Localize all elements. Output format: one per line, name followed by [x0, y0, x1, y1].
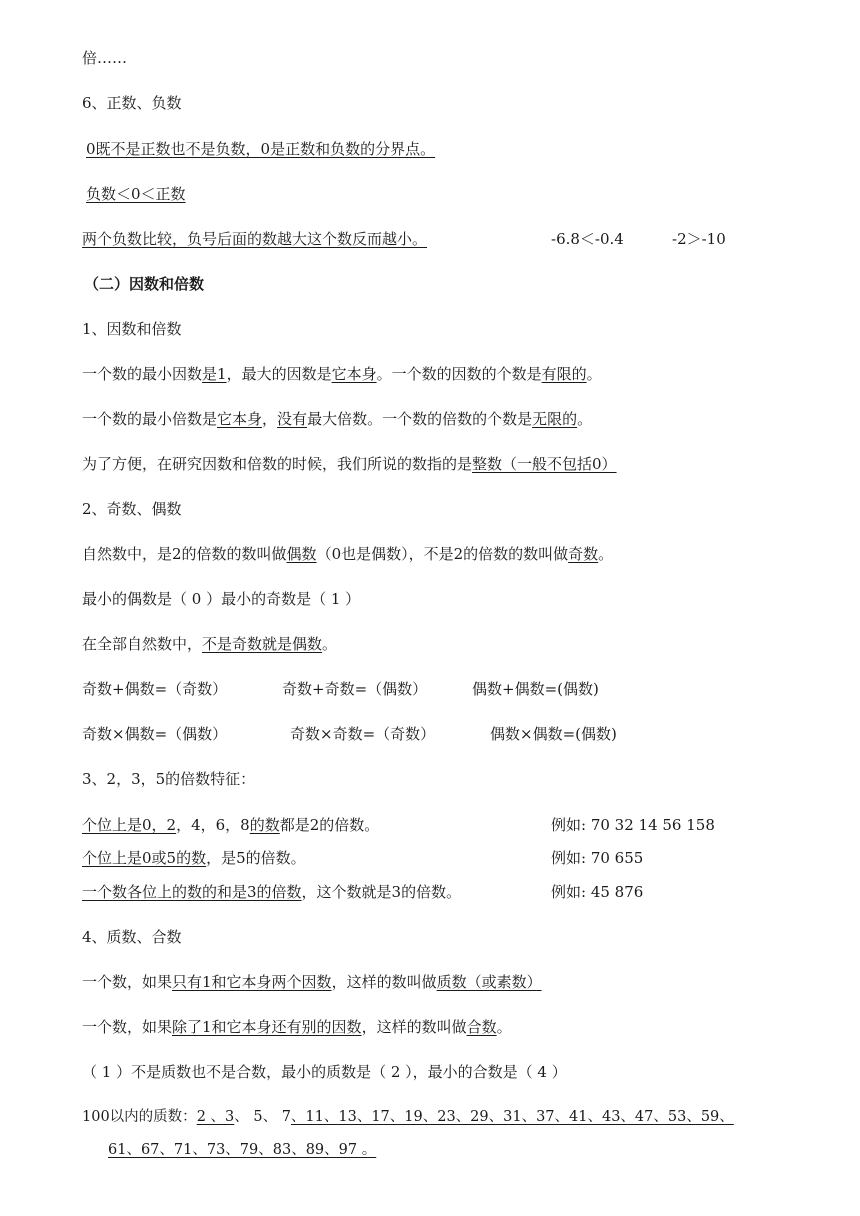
text: ，这个数就是3的倍数。	[301, 883, 462, 901]
text: 没有	[277, 410, 308, 428]
factor-rule	[82, 364, 602, 384]
text: 。	[586, 365, 602, 383]
text: 一个数的最小因数	[82, 365, 203, 383]
text: 个位上是0，2	[82, 816, 177, 834]
multiple-rule	[82, 409, 592, 429]
integer-note	[82, 454, 617, 474]
text: 。	[496, 1018, 512, 1036]
text: 只有1和它本身两个因数	[172, 973, 332, 991]
composite-definition	[82, 1017, 512, 1037]
one-note: （ 1 ）不是质数也不是合数，最小的质数是（ 2 ），最小的合数是（ 4 ）	[82, 1063, 567, 1081]
rule-3	[82, 882, 461, 902]
text: ，4，6，8	[176, 816, 250, 834]
text: 除了1和它本身还有别的因数	[172, 1018, 362, 1036]
section-2-heading: （二）因数和倍数	[84, 275, 205, 293]
rule-3-example: 例如: 45 876	[551, 883, 644, 901]
text: 最大倍数。一个数的倍数的个数是	[307, 410, 533, 428]
text: 2 、3	[196, 1109, 235, 1125]
rule-2	[82, 815, 379, 835]
divisibility-heading: 3、2，3，5的倍数特征：	[82, 770, 256, 788]
text: 。	[598, 545, 614, 563]
mul-rule-2: 奇数×奇数=（奇数）	[290, 725, 436, 743]
text: 。	[322, 635, 338, 653]
example-2: -2＞-10	[672, 230, 726, 248]
text: 、11、13、17、19、23、29、31、37、41、43、47、53、59、	[290, 1109, 734, 1125]
section-6-heading: 6、正数、负数	[82, 94, 182, 112]
smallest-even-odd: 最小的偶数是（ 0 ）最小的奇数是（ 1 ）	[82, 590, 361, 608]
add-rule-1: 奇数+偶数=（奇数）	[82, 680, 228, 698]
text: 一个数各位上的数的和是3的倍数	[82, 883, 302, 901]
add-rule-3: 偶数+偶数=(偶数)	[472, 680, 599, 698]
text: 100以内的质数：	[82, 1109, 197, 1125]
text: ，	[262, 410, 278, 428]
text: 有限的	[541, 365, 587, 383]
text: 。	[577, 410, 593, 428]
factors-heading: 1、因数和倍数	[82, 320, 182, 338]
text: 、 5、 7	[234, 1109, 291, 1125]
prime-heading: 4、质数、合数	[82, 928, 182, 946]
text: ，最大的因数是	[226, 365, 332, 383]
text: 奇数	[568, 545, 599, 563]
text: 个位上是0或5的数	[82, 849, 207, 867]
text: 是1	[202, 365, 227, 383]
text: 不是奇数就是偶数	[202, 635, 323, 653]
text: 一个数，如果	[82, 1018, 173, 1036]
mul-rule-1: 奇数×偶数=（偶数）	[82, 725, 228, 743]
text: 一个数的最小倍数是	[82, 410, 218, 428]
text: 都是2的倍数。	[279, 816, 380, 834]
text: ，这样的数叫做	[361, 1018, 467, 1036]
zero-rule: 0既不是正数也不是负数，0是正数和负数的分界点。	[86, 140, 436, 158]
primes-list-line-2: 61、67、71、73、79、83、89、97 。	[108, 1142, 377, 1158]
text: 偶数	[286, 545, 317, 563]
rule-5-example: 例如: 70 655	[551, 849, 644, 867]
primes-list-line-1	[82, 1107, 734, 1127]
mul-rule-3: 偶数×偶数=(偶数)	[490, 725, 617, 743]
text: 自然数中，是2的倍数的数叫做	[82, 545, 287, 563]
text: 的数	[249, 816, 280, 834]
odd-even-definition	[82, 544, 613, 564]
text: 质数（或素数）	[436, 973, 542, 991]
text: 它本身	[217, 410, 263, 428]
text: 在全部自然数中，	[82, 635, 203, 653]
natural-numbers-rule	[82, 634, 337, 654]
text: ，这样的数叫做	[331, 973, 437, 991]
odd-even-heading: 2、奇数、偶数	[82, 500, 182, 518]
rule-2-example: 例如: 70 32 14 56 158	[551, 816, 715, 834]
example-1: -6.8＜-0.4	[551, 230, 624, 248]
text: 为了方便，在研究因数和倍数的时候，我们所说的数指的是	[82, 455, 473, 473]
text: 一个数，如果	[82, 973, 173, 991]
rule-5	[82, 848, 306, 868]
order-rule: 负数＜0＜正数	[86, 185, 186, 203]
text: 整数（一般不包括0）	[472, 455, 617, 473]
text: （0也是偶数），不是2的倍数的数叫做	[316, 545, 569, 563]
negative-compare-rule: 两个负数比较，负号后面的数越大这个数反而越小。	[82, 230, 428, 248]
text: ，是5的倍数。	[206, 849, 306, 867]
continuation-text: 倍……	[82, 49, 128, 67]
text: 它本身	[331, 365, 377, 383]
add-rule-2: 奇数+奇数=（偶数）	[282, 680, 428, 698]
text: 无限的	[532, 410, 578, 428]
text: 。一个数的因数的个数是	[376, 365, 542, 383]
prime-definition	[82, 972, 542, 992]
text: 合数	[466, 1018, 497, 1036]
